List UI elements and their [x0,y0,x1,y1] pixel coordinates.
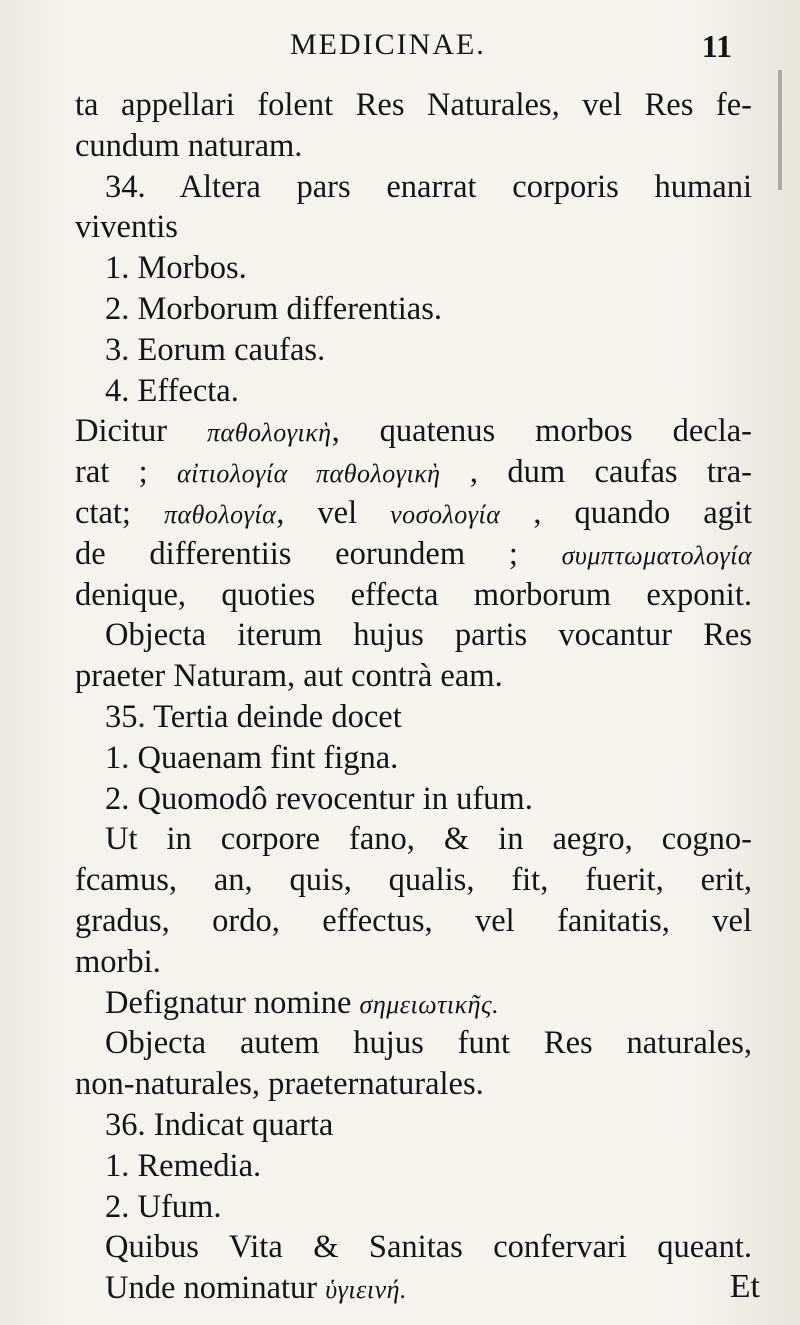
greek-term: νοσολογία [390,499,501,529]
text-line: 1. Remedia. [105,1147,262,1184]
text-line: 1. Quaenam fint figna. [105,739,399,776]
text-line: gradus, ordo, effectus, vel fanitatis, vel [75,902,752,939]
greek-term: παθολογία [163,499,277,529]
text-segment: ctat; [75,494,164,531]
text-line: 34. Altera pars enarrat corporis humani [105,168,752,205]
text-line: 3. Eorum caufas. [105,331,326,368]
text-line [75,1268,752,1309]
text-line [75,411,752,452]
text-line: Objecta iterum hujus partis vocantur Res [105,617,752,654]
greek-term: αἰτιολογία παθολογικὴ [177,459,441,489]
greek-term: συμπτωματολογία [561,540,752,570]
text-line: Quibus Vita & Sanitas confervari queant. [105,1229,752,1266]
text-line: 4. Effecta. [105,372,239,409]
text-line [75,493,752,534]
text-segment: , dum caufas tra- [440,454,752,491]
page-header [240,28,760,78]
text-line: ta appellari folent Res Naturales, vel Res fe- [75,87,752,123]
text-segment: de differentiis eorundem ; [75,535,562,572]
text-line: 2. Morborum differentias. [105,290,442,327]
text-line: 1. Morbos. [105,250,247,287]
page-number: 11 [701,28,732,64]
text-segment: , vel [276,494,391,531]
text-segment: rat ; [75,454,178,491]
catchword: Et [729,1268,760,1305]
text-line: non-naturales, praeternaturales. [75,1066,484,1103]
text-segment: , quando agit [500,494,752,531]
text-line [75,534,752,575]
text-line: 2. Ufum. [105,1188,222,1225]
body-text [75,85,752,1309]
greek-term: ὑγιεινή. [325,1275,408,1305]
text-line: morbi. [75,943,161,980]
greek-term: σημειωτικῆς. [359,989,500,1019]
text-line: 35. Tertia deinde docet [105,698,402,735]
text-line: 2. Quomodô revocentur in ufum. [105,780,533,817]
text-segment: Defignatur nomine [105,984,360,1021]
text-line: viventis [75,209,178,246]
text-line: fcamus, an, quis, qualis, fit, fuerit, erit, [75,862,752,899]
text-line: cundum naturam. [75,127,303,164]
text-line: praeter Naturam, aut contrà eam. [75,658,503,695]
text-line [75,452,752,493]
text-line: 36. Indicat quarta [105,1106,334,1143]
text-line: Ut in corpore fano, & in aegro, cogno- [105,821,752,858]
page-edge-shadow [778,70,782,190]
text-segment: Unde nominatur [105,1270,326,1307]
text-line [75,983,752,1024]
text-line: denique, quoties effecta morborum exponit. [75,576,752,613]
text-line: Objecta autem hujus funt Res naturales, [105,1025,752,1062]
running-title: MEDICINAE. [290,28,486,61]
text-segment: , quatenus morbos decla- [331,413,752,450]
greek-term: παθολογικὴ [207,418,332,448]
text-segment: Dicitur [75,413,208,450]
